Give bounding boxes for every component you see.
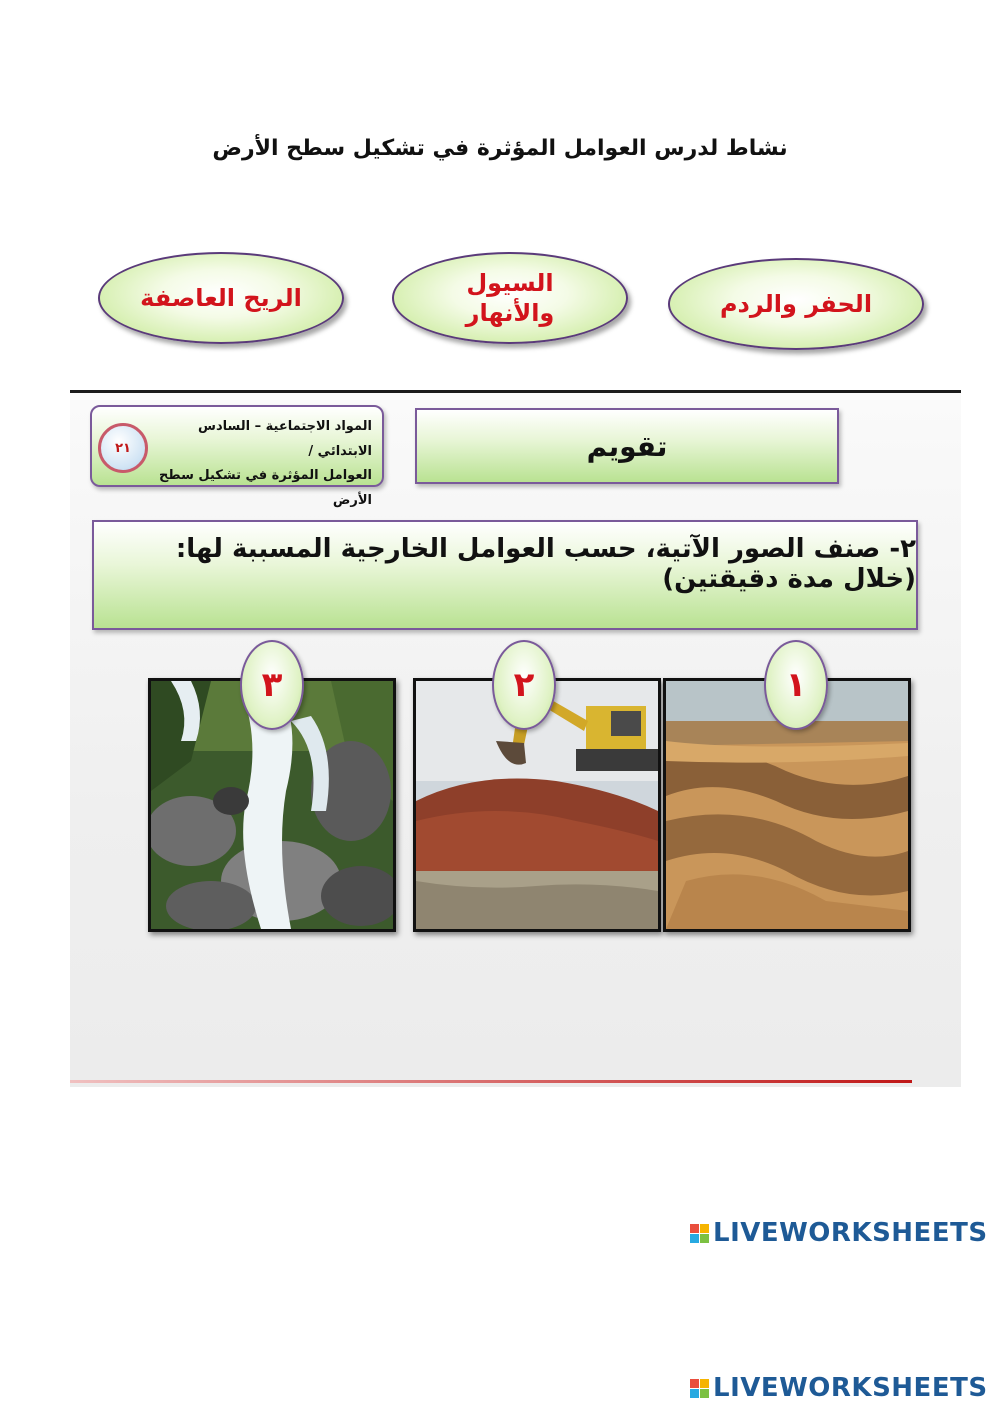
option-floods-rivers[interactable] (392, 252, 628, 344)
liveworksheets-logo-top (690, 1218, 988, 1248)
worksheet-title: نشاط لدرس العوامل المؤثرة في تشكيل سطح الأرض (212, 136, 788, 161)
logo-grid-icon (690, 1379, 709, 1398)
question-box (92, 520, 918, 630)
subject-line-2: العوامل المؤثرة في تشكيل سطح الأرض (159, 468, 372, 509)
option-wind[interactable] (98, 252, 344, 344)
option-wind-label: الريح العاصفة (140, 284, 302, 312)
image-number-3: ٣ (240, 640, 304, 730)
logo-grid-icon (690, 1224, 709, 1243)
question-text: ٢- صنف الصور الآتية، حسب العوامل الخارجية المسببة لها: (خلال مدة دقيقتين) (175, 534, 916, 594)
subject-line-1: المواد الاجتماعية – السادس الابتدائي / (198, 419, 372, 459)
option-digging-filling[interactable] (668, 258, 924, 350)
logo-text-bottom: LIVEWORKSHEETS (713, 1373, 988, 1403)
option-floods-rivers-label: السيول والأنهار (465, 269, 555, 327)
image-number-2: ٢ (492, 640, 556, 730)
subject-box (90, 405, 384, 509)
logo-text-top: LIVEWORKSHEETS (713, 1218, 988, 1248)
evaluation-heading-text: تقويم (586, 429, 668, 463)
slide-footer-line (70, 1080, 912, 1083)
liveworksheets-logo-bottom (690, 1373, 988, 1403)
option-digging-filling-label: الحفر والردم (719, 290, 873, 318)
image-number-1: ١ (764, 640, 828, 730)
evaluation-heading (415, 408, 839, 484)
page-badge: ٢١ (98, 423, 148, 473)
